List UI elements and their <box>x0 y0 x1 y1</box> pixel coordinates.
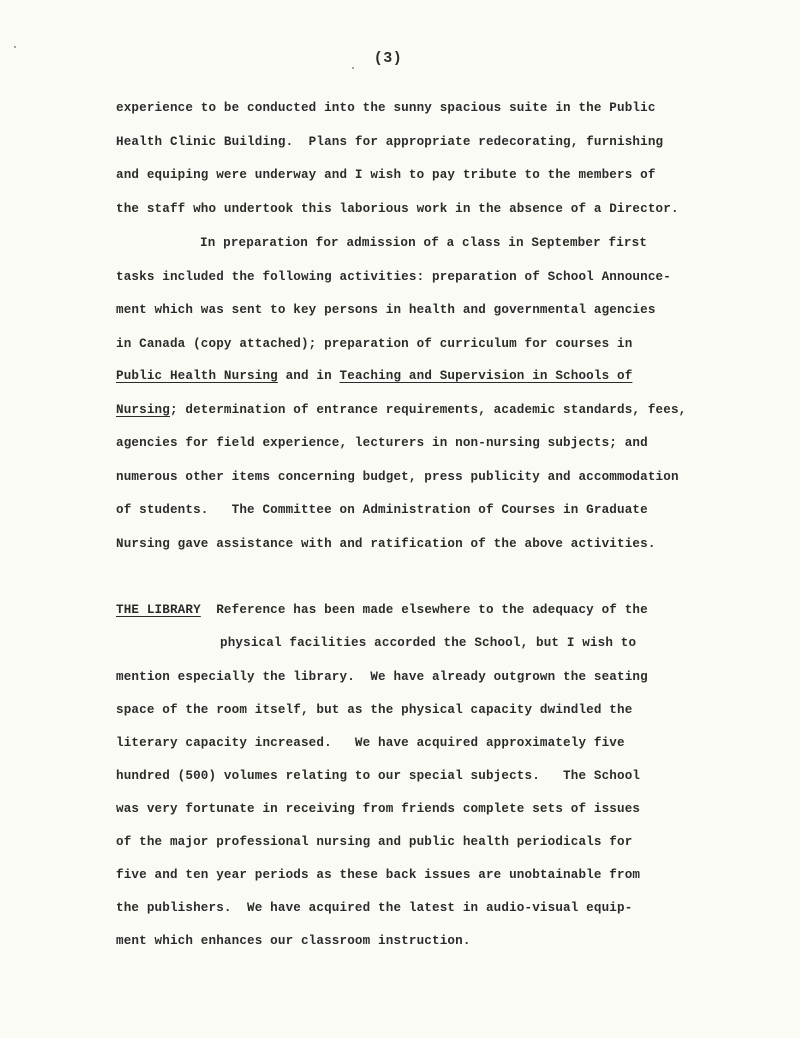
paragraph2-line-rest: ; determination of entrance requirements, academic standards, fees, <box>169 403 687 417</box>
paragraph2-connector: and in <box>277 369 340 383</box>
paragraph2-line: in Canada (copy attached); preparation of curriculum for courses in <box>116 337 633 351</box>
paragraph1-line: experience to be conducted into the sunny spacious suite in the Public <box>116 101 656 115</box>
library-line: five and ten year periods as these back issues are unobtainable from <box>116 868 641 882</box>
paragraph1-line: and equiping were underway and I wish to pay tribute to the members of <box>116 168 656 182</box>
page-number: (3) <box>373 50 403 67</box>
library-line: was very fortunate in receiving from friends complete sets of issues <box>116 802 641 816</box>
library-line: physical facilities accorded the School, but I wish to <box>220 636 637 650</box>
library-heading: THE LIBRARY <box>116 603 201 617</box>
paragraph2-line: of students. The Committee on Administration of Courses in Graduate <box>116 503 648 517</box>
library-line <box>116 603 648 617</box>
library-line: of the major professional nursing and public health periodicals for <box>116 835 633 849</box>
paragraph1-line: Health Clinic Building. Plans for appropriate redecorating, furnishing <box>116 135 664 149</box>
library-line-rest: Reference has been made elsewhere to the adequacy of the <box>200 603 648 617</box>
paragraph2-line: Nursing gave assistance with and ratification of the above activities. <box>116 537 656 551</box>
paper-speck <box>352 67 354 69</box>
library-line: hundred (500) volumes relating to our special subjects. The School <box>116 769 641 783</box>
library-line: ment which enhances our classroom instruction. <box>116 934 471 948</box>
paragraph2-line: ment which was sent to key persons in health and governmental agencies <box>116 303 656 317</box>
paper-speck <box>14 46 16 48</box>
paragraph2-line <box>116 403 686 417</box>
library-line: space of the room itself, but as the physical capacity dwindled the <box>116 703 633 717</box>
library-line: the publishers. We have acquired the latest in audio-visual equip- <box>116 901 633 915</box>
paragraph1-line: the staff who undertook this laborious work in the absence of a Director. <box>116 202 679 216</box>
course-title-teaching-supervision-end: Nursing <box>116 403 170 417</box>
paragraph2-line: In preparation for admission of a class in September first <box>200 236 648 250</box>
paragraph2-line: numerous other items concerning budget, press publicity and accommodation <box>116 470 679 484</box>
paragraph2-line: tasks included the following activities: preparation of School Announce- <box>116 270 671 284</box>
course-title-public-health-nursing: Public Health Nursing <box>116 369 278 383</box>
library-line: mention especially the library. We have already outgrown the seating <box>116 670 648 684</box>
course-title-teaching-supervision: Teaching and Supervision in Schools of <box>339 369 633 383</box>
paragraph2-course-line <box>116 369 632 383</box>
paragraph2-line: agencies for field experience, lecturers in non-nursing subjects; and <box>116 436 648 450</box>
library-line: literary capacity increased. We have acquired approximately five <box>116 736 625 750</box>
